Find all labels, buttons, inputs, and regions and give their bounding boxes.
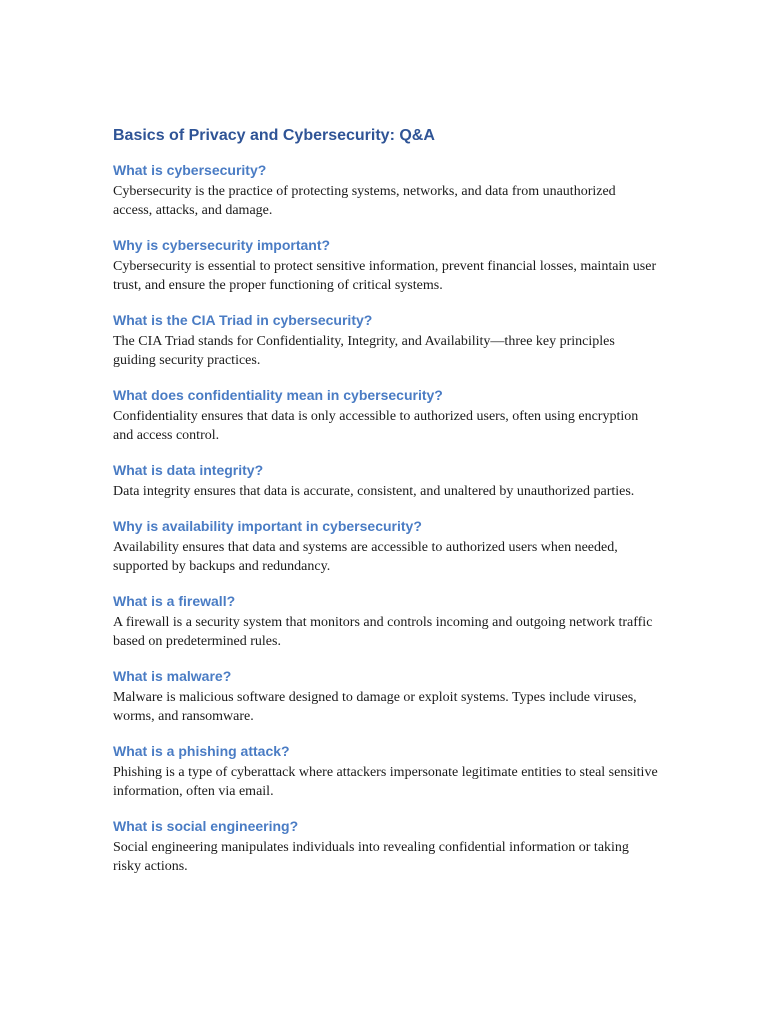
- question-heading: Why is availability important in cybersecurity?: [113, 518, 422, 534]
- question-heading: Why is cybersecurity important?: [113, 237, 331, 253]
- answer-text: Cybersecurity is essential to protect sensitive information, prevent financial losses, maintain user trust, and ensure the proper functioning of critical systems.: [113, 259, 657, 293]
- answer-text: Availability ensures that data and systems are accessible to authorized users when needed, supported by backups and redundancy.: [113, 540, 618, 574]
- answer-text: A firewall is a security system that monitors and controls incoming and outgoing network traffic based on predetermined rules.: [113, 615, 653, 649]
- qa-item: [113, 311, 658, 370]
- answer-text: Confidentiality ensures that data is only accessible to authorized users, often using encryption and access control.: [113, 409, 639, 443]
- answer-text: Social engineering manipulates individuals into revealing confidential information or taking risky actions.: [113, 840, 629, 874]
- question-heading: What is social engineering?: [113, 818, 299, 834]
- qa-item: [113, 592, 658, 651]
- answer-text: Malware is malicious software designed to damage or exploit systems. Types include viruses, worms, and ransomware.: [113, 690, 637, 724]
- document-title: Basics of Privacy and Cybersecurity: Q&A: [113, 127, 435, 144]
- answer-text: Cybersecurity is the practice of protecting systems, networks, and data from unauthorized access, attacks, and damage.: [113, 184, 616, 218]
- answer-text: The CIA Triad stands for Confidentiality, Integrity, and Availability—three key principles guiding security practices.: [113, 334, 615, 368]
- question-heading: What is a phishing attack?: [113, 743, 290, 759]
- qa-item: [113, 817, 658, 876]
- answer-text: Phishing is a type of cyberattack where attackers impersonate legitimate entities to steal sensitive information, often via email.: [113, 765, 658, 799]
- qa-item: [113, 386, 658, 445]
- qa-item: [113, 667, 658, 726]
- question-heading: What is the CIA Triad in cybersecurity?: [113, 312, 373, 328]
- question-heading: What does confidentiality mean in cybersecurity?: [113, 387, 443, 403]
- question-heading: What is malware?: [113, 668, 232, 684]
- question-heading: What is a firewall?: [113, 593, 236, 609]
- question-heading: What is data integrity?: [113, 462, 264, 478]
- question-heading: What is cybersecurity?: [113, 162, 267, 178]
- qa-item: [113, 742, 658, 801]
- qa-item: [113, 461, 658, 501]
- qa-item: [113, 517, 658, 576]
- answer-text: Data integrity ensures that data is accurate, consistent, and unaltered by unauthorized parties.: [113, 484, 635, 499]
- qa-item: [113, 161, 658, 220]
- qa-item: [113, 236, 658, 295]
